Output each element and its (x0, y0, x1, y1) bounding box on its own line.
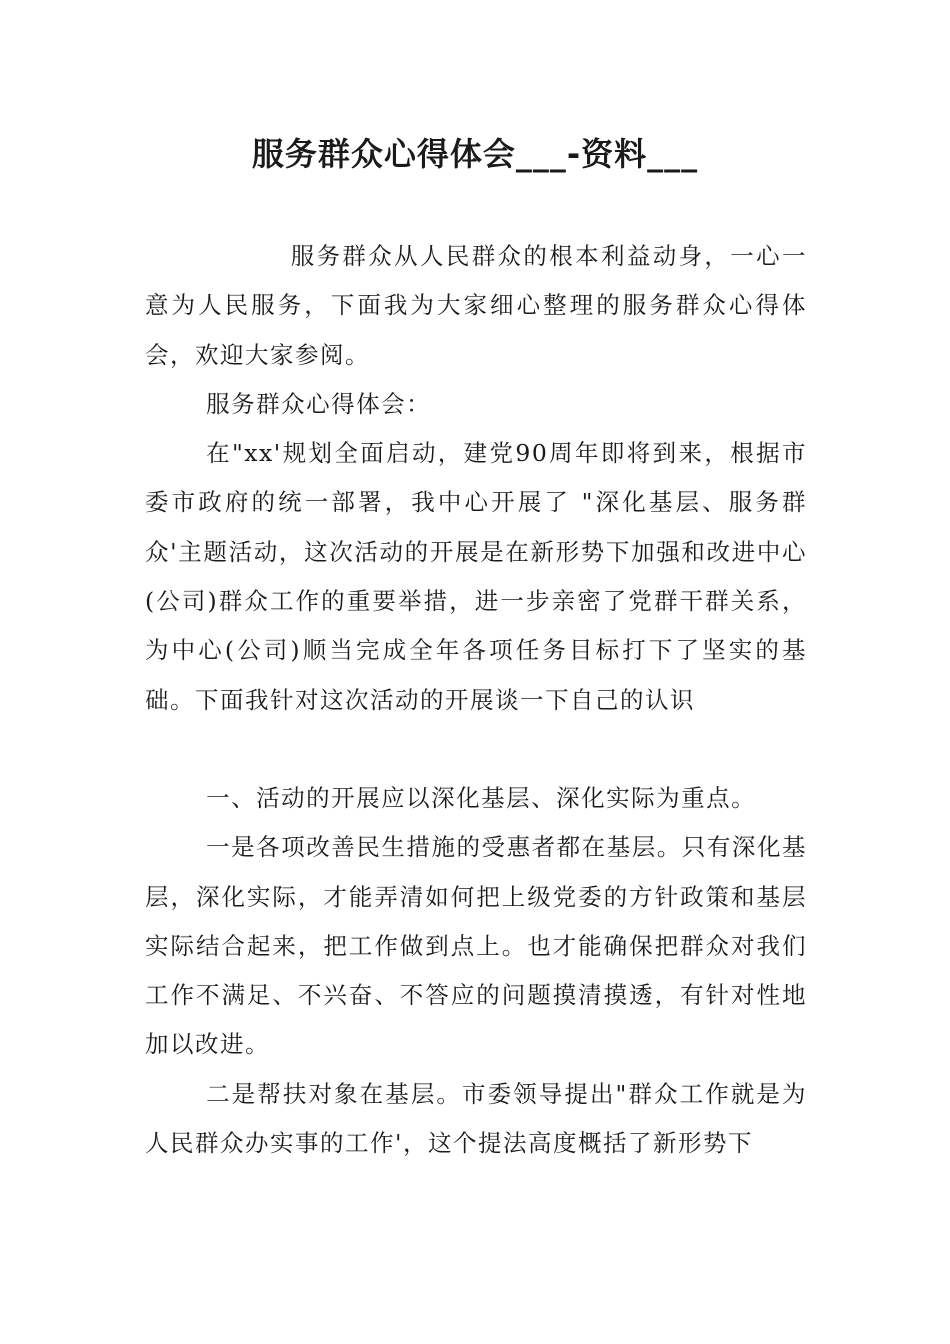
point-one-paragraph: 一是各项改善民生措施的受惠者都在基层。只有深化基层，深化实际，才能弄清如何把上级党委的方针政策和基层实际结合起来，把工作做到点上。也才能确保把群众对我们工作不满足、不兴奋、不答应的问题摸清摸透，有针对性地加以改进。 (145, 833, 807, 1059)
intro-paragraph: 服务群众从人民群众的根本利益动身，一心一意为人民服务，下面我为大家细心整理的服务群众心得体会，欢迎大家参阅。 (145, 242, 807, 369)
paragraph-gap (145, 725, 807, 774)
document-body (145, 232, 807, 1168)
point-two-paragraph: 二是帮扶对象在基层。市委领导提出"群众工作就是为人民群众办实事的工作'，这个提法高度概括了新形势下 (145, 1079, 807, 1158)
point-one-heading: 一、活动的开展应以深化基层、深化实际为重点。 (206, 783, 757, 812)
background-paragraph: 在"xx'规划全面启动，建党90周年即将到来，根据市委市政府的统一部署，我中心开展了 "深化基层、服务群众'主题活动，这次活动的开展是在新形势下加强和改进中心(公司)群众工作的重要举措，进一步亲密了党群干群关系，为中心(公司)顺当完成全年各项任务目标打下了坚实的基础。下面我针对这次活动的开展谈一下自己的认识 (145, 439, 807, 714)
section-heading: 服务群众心得体会： (206, 389, 432, 418)
document-title: 服务群众心得体会___-资料___ (251, 135, 699, 173)
